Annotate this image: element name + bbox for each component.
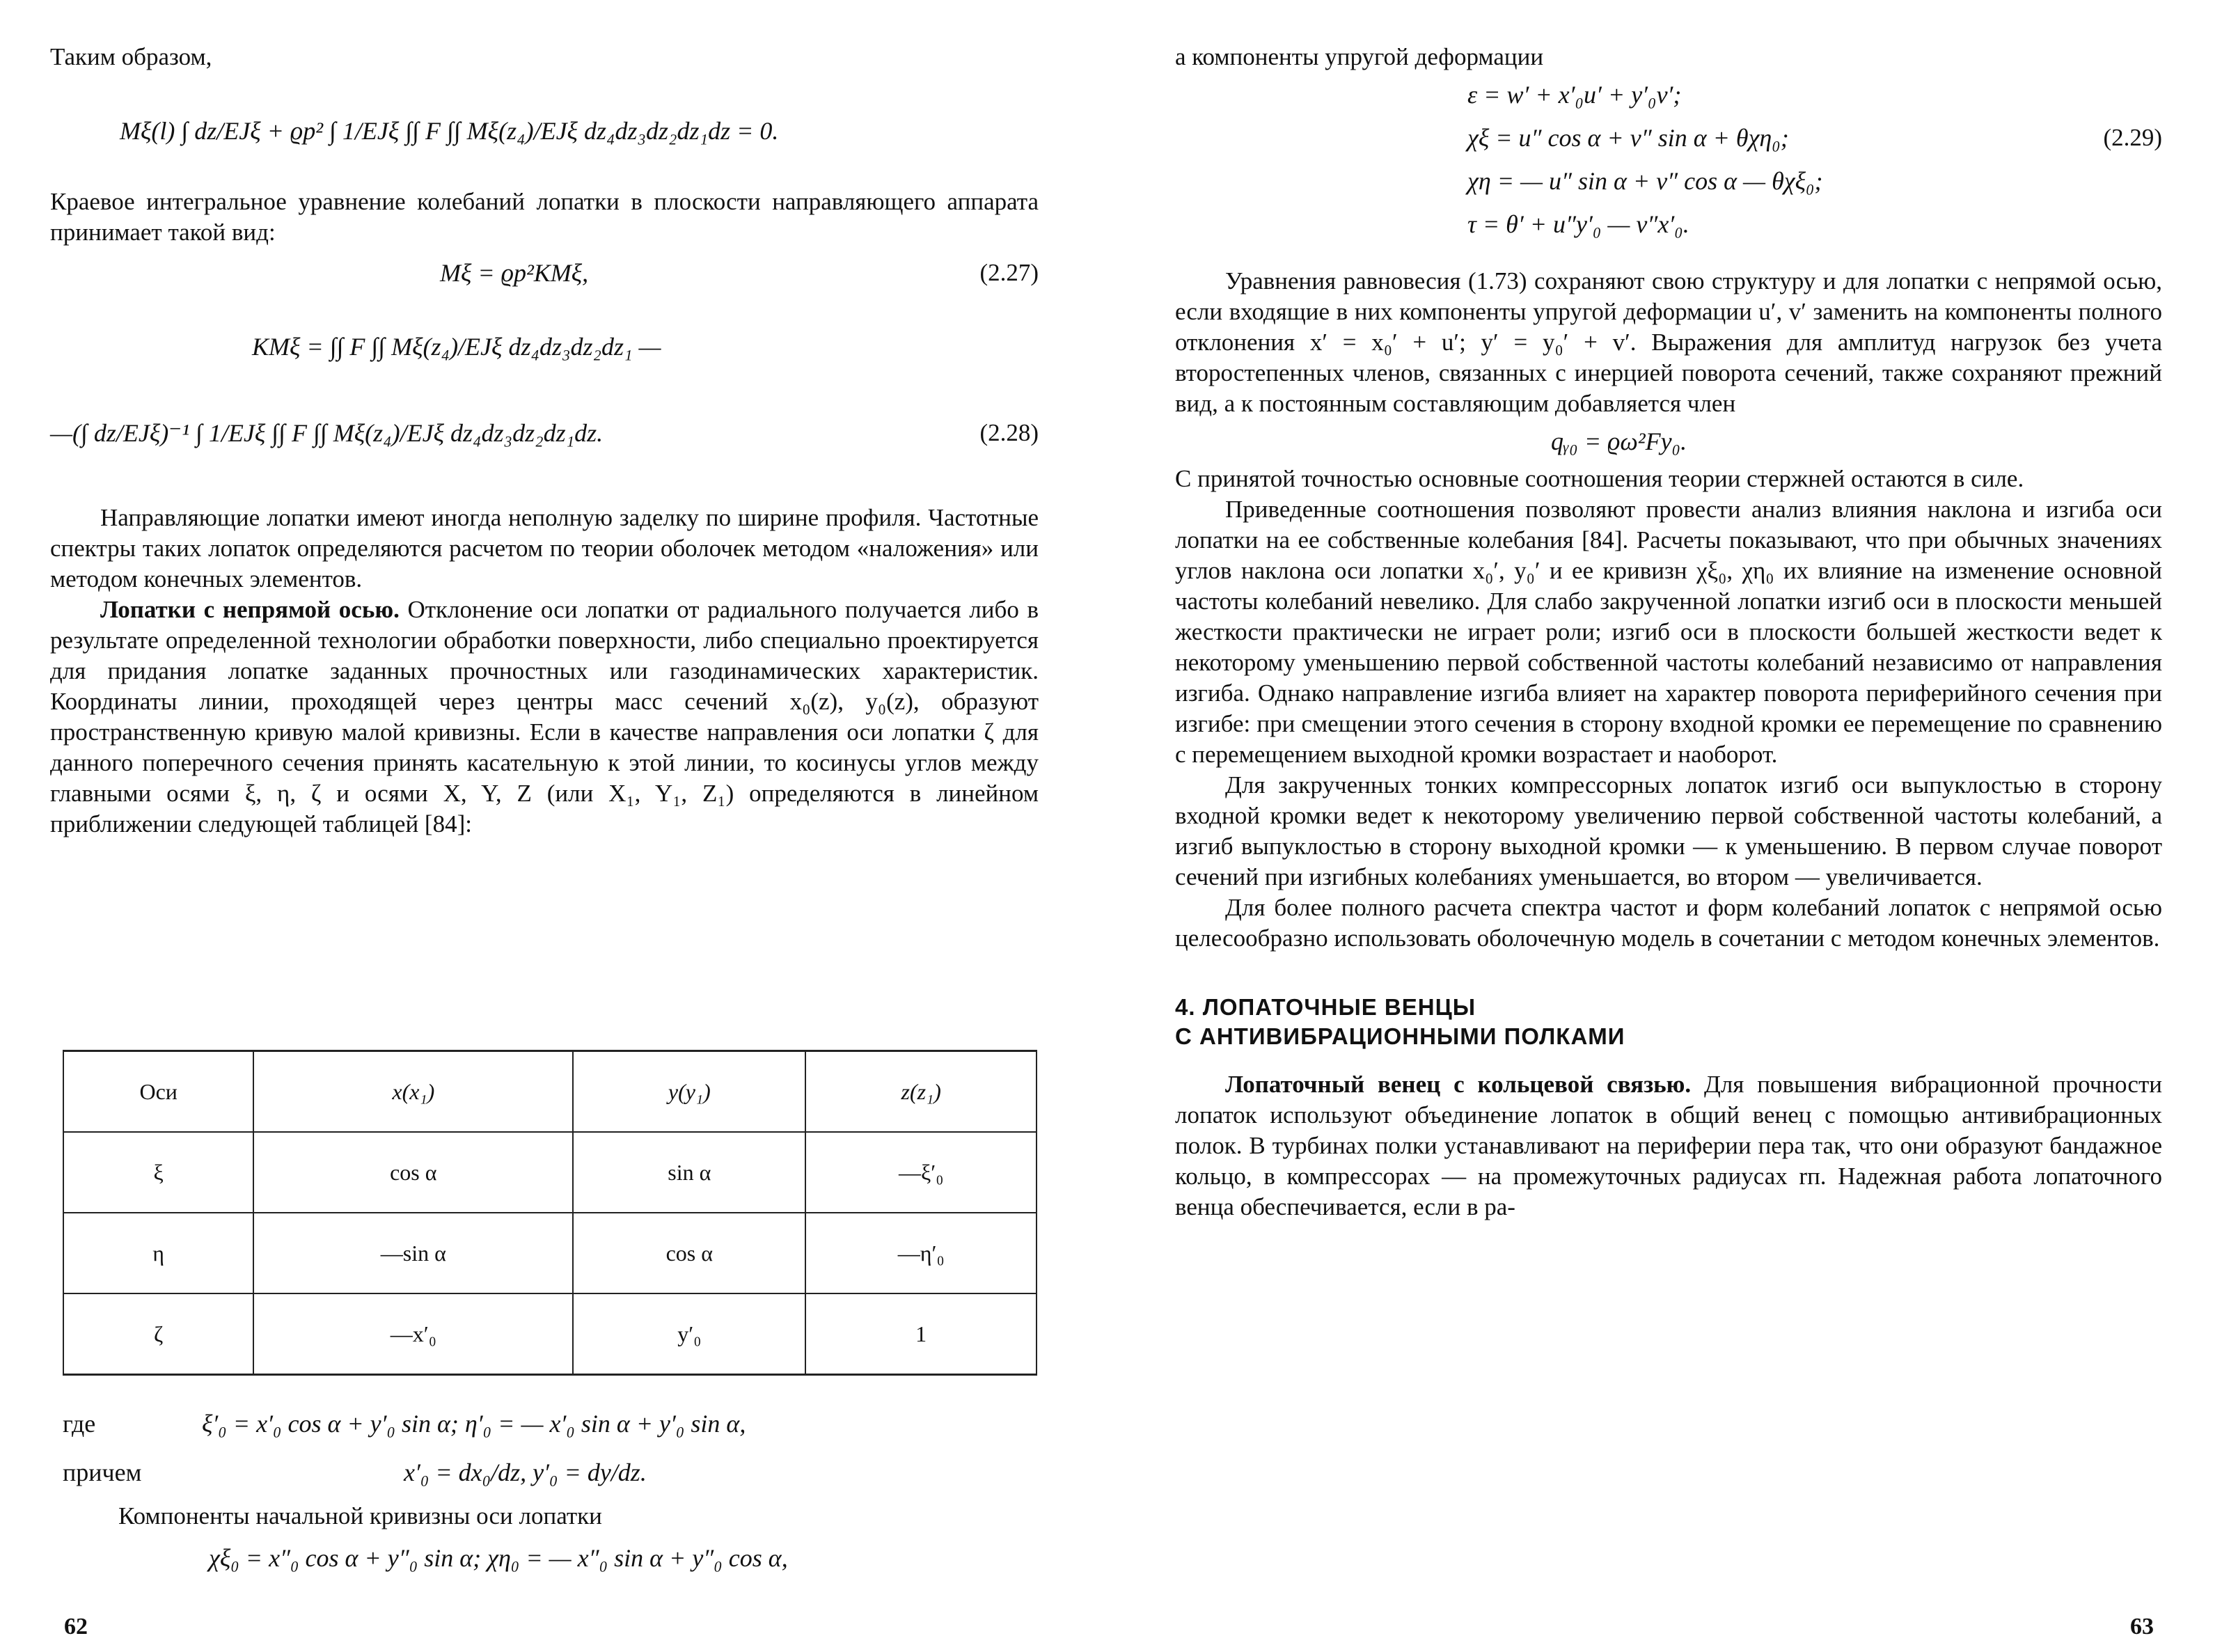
where-label: где (63, 1410, 96, 1438)
table-cell: ζ (63, 1293, 253, 1375)
table-cell: —η′₀ (805, 1213, 1037, 1293)
left-bottom-formulas (63, 1399, 1037, 1584)
q-equation: qᵧ₀ = ϱω²Fy₀. (1551, 427, 1687, 455)
paragraph-1: Уравнения равновесия (1.73) сохраняют свою структуру и для лопатки с непрямой осью, если входящие в них компоненты упругой деформации u′, v′ заменить на компоненты полного отклонения x′ = x₀′ + u′; y′ = y₀′ + v′. Выражения для амплитуд нагрузок без учета второстепенных членов, связанных с инерцией поворота сечений, также сохраняют прежний вид, а к постоянным составляющим добавляется член (1175, 267, 2162, 417)
equation-2-28-part1: KMξ = ∫∫ F ∫∫ Mξ(z₄)/EJξ dz₄dz₃dz₂dz₁ — (252, 333, 661, 361)
table-header-cell: y(y₁) (573, 1051, 805, 1133)
equation-2-28-part2: —(∫ dz/EJξ)⁻¹ ∫ 1/EJξ ∫∫ F ∫∫ Mξ(z₄)/EJξ dz₄dz₃dz₂dz₁dz. (50, 419, 604, 447)
left-column (50, 42, 1039, 840)
table-cell: —sin α (253, 1213, 573, 1293)
equation-2-29-line1: ε = w′ + x′₀u′ + y′₀v′; (1467, 81, 1682, 109)
paragraph-3-heading: Лопатки с непрямой осью. (100, 596, 400, 623)
equation-2-27 (50, 256, 1039, 295)
paragraph-6-body: Для повышения вибрационной прочности лопаток используют объединение лопаток в общий венец с помощью антивибрационных полок. В турбинах полки устанавливают на периферии пера так, что они образуют бандажное кольцо, в компрессорах — на промежуточных радиусах rп. Надежная работа лопаточного венца обеспечивается, если в ра- (1175, 1071, 2162, 1220)
section-heading (1175, 993, 2162, 1051)
table-cell: —x′₀ (253, 1293, 573, 1375)
equation-2-28-line1 (50, 305, 1039, 388)
equation-2-29-line4: τ = θ′ + u″y′₀ — v″x′₀. (1467, 210, 1689, 238)
table-cell: sin α (573, 1132, 805, 1213)
equation-number-2-27: (2.27) (979, 259, 1039, 286)
table-cell: cos α (573, 1213, 805, 1293)
paragraph-1: Краевое интегральное уравнение колебаний лопатки в плоскости направляющего аппарата принимает такой вид: (50, 188, 1039, 246)
equation-2-28-line2 (50, 391, 1039, 475)
table-cell: η (63, 1213, 253, 1293)
equation-2-29-line3: χη = — u″ sin α + v″ cos α — θχξ₀; (1467, 167, 1823, 195)
curvature-equation: χξ₀ = x″₀ cos α + y″₀ sin α; χη₀ = — x″₀ sin α + y″₀ cos α, (209, 1544, 788, 1572)
section-heading-line2: С АНТИВИБРАЦИОННЫМИ ПОЛКАМИ (1175, 1023, 1625, 1049)
right-page (1111, 0, 2222, 1652)
also-line (63, 1448, 1037, 1497)
where-equation: ξ′₀ = x′₀ cos α + y′₀ sin α; η′₀ = — x′₀ sin α + y′₀ sin α, (202, 1410, 746, 1438)
paragraph-4: Компоненты начальной кривизны оси лопатки (118, 1502, 602, 1529)
paragraph-2: С принятой точностью основные соотношения теории стержней остаются в силе. (1175, 465, 2024, 492)
paragraph-2: Направляющие лопатки имеют иногда неполную заделку по ширине профиля. Частотные спектры таких лопаток определяются расчетом по теории оболочек методом «наложения» или методом конечных элементов. (50, 504, 1039, 592)
equation-number-2-28: (2.28) (979, 419, 1039, 446)
equation-1: Mξ(l) ∫ dz/EJξ + ϱp² ∫ 1/EJξ ∫∫ F ∫∫ Mξ(z₄)/EJξ dz₄dz₃dz₂dz₁dz = 0. (120, 117, 779, 145)
intro-text: Таким образом, (50, 43, 212, 70)
table-header-row (63, 1051, 1037, 1133)
table-header-cell: z(z₁) (805, 1051, 1037, 1133)
table-row (63, 1132, 1037, 1213)
table-row (63, 1213, 1037, 1293)
table-header-cell: Оси (63, 1051, 253, 1133)
table-cell: ξ (63, 1132, 253, 1213)
paragraph-4: Для закрученных тонких компрессорных лопаток изгиб оси выпуклостью в сторону входной кромки ведет к некоторому увеличению первой собственной частоты колебаний, а изгиб выпуклостью в сторону выходной кромки — к уменьшению. В первом случае поворот сечений при изгибных колебаниях уменьшается, во втором — увеличивается. (1175, 771, 2162, 890)
page-number-left: 62 (64, 1614, 88, 1639)
equation-2-29 (1175, 72, 2162, 251)
paragraph-6-heading: Лопаточный венец с кольцевой связью. (1225, 1071, 1692, 1098)
table-header-cell: x(x₁) (253, 1051, 573, 1133)
also-label: причем (63, 1458, 142, 1486)
paragraph-3 (50, 595, 1039, 840)
table-row (63, 1293, 1037, 1375)
also-equation: x′₀ = dx₀/dz, y′₀ = dy/dz. (404, 1458, 647, 1486)
equation-2-27-body: Mξ = ϱp²KMξ, (440, 259, 589, 287)
intro-text: а компоненты упругой деформации (1175, 43, 1544, 70)
right-column (1175, 42, 2162, 1222)
paragraph-5: Для более полного расчета спектра частот и форм колебаний лопаток с непрямой осью целесообразно использовать оболочечную модель в сочетании с методом конечных элементов. (1175, 894, 2162, 952)
section-heading-line1: 4. ЛОПАТОЧНЫЕ ВЕНЦЫ (1175, 994, 1476, 1020)
where-line (63, 1399, 1037, 1448)
equation-number-2-29: (2.29) (2103, 124, 2162, 151)
direction-cosines-table (63, 1050, 1037, 1376)
table-cell: 1 (805, 1293, 1037, 1375)
table-cell: y′₀ (573, 1293, 805, 1375)
paragraph-6 (1175, 1069, 2162, 1222)
paragraph-3: Приведенные соотношения позволяют провести анализ влияния наклона и изгиба оси лопатки на ее собственные колебания [84]. Расчеты показывают, что при обычных значениях углов наклона оси лопатки x₀′, y₀′ и ее кривизн χξ₀, χη₀ их влияние на изменение основной частоты колебаний невелико. Для слабо закрученной лопатки изгиб оси в плоскости меньшей жесткости практически не играет роли; изгиб оси в плоскости большей жесткости ведет к некоторому уменьшению первой собственной частоты колебаний независимо от направления изгиба. Однако направление изгиба влияет на характер поворота периферийного сечения при изгибе: при смещении этого сечения в сторону входной кромки ее перемещение по сравнению с перемещением выходной кромки возрастает и наоборот. (1175, 496, 2162, 768)
equation-2-29-line2: χξ = u″ cos α + v″ sin α + θχη₀; (1467, 124, 1789, 152)
table-cell: cos α (253, 1132, 573, 1213)
paragraph-3-body: Отклонение оси лопатки от радиального получается либо в результате определенной технологии обработки поверхности, либо специально проектируется для придания лопатке заданных прочностных или газодинамических характеристик. Координаты линии, проходящей через центры масс сечений x₀(z), y₀(z), образуют пространственную кривую малой кривизны. Если в качестве направления оси лопатки ζ для данного поперечного сечения принять касательную к этой линии, то косинусы углов между главными осями ξ, η, ζ и осями X, Y, Z (или X₁, Y₁, Z₁) определяются в линейном приближении следующей таблицей [84]: (50, 596, 1039, 837)
page-number-right: 63 (2130, 1614, 2154, 1639)
table-cell: —ξ′₀ (805, 1132, 1037, 1213)
